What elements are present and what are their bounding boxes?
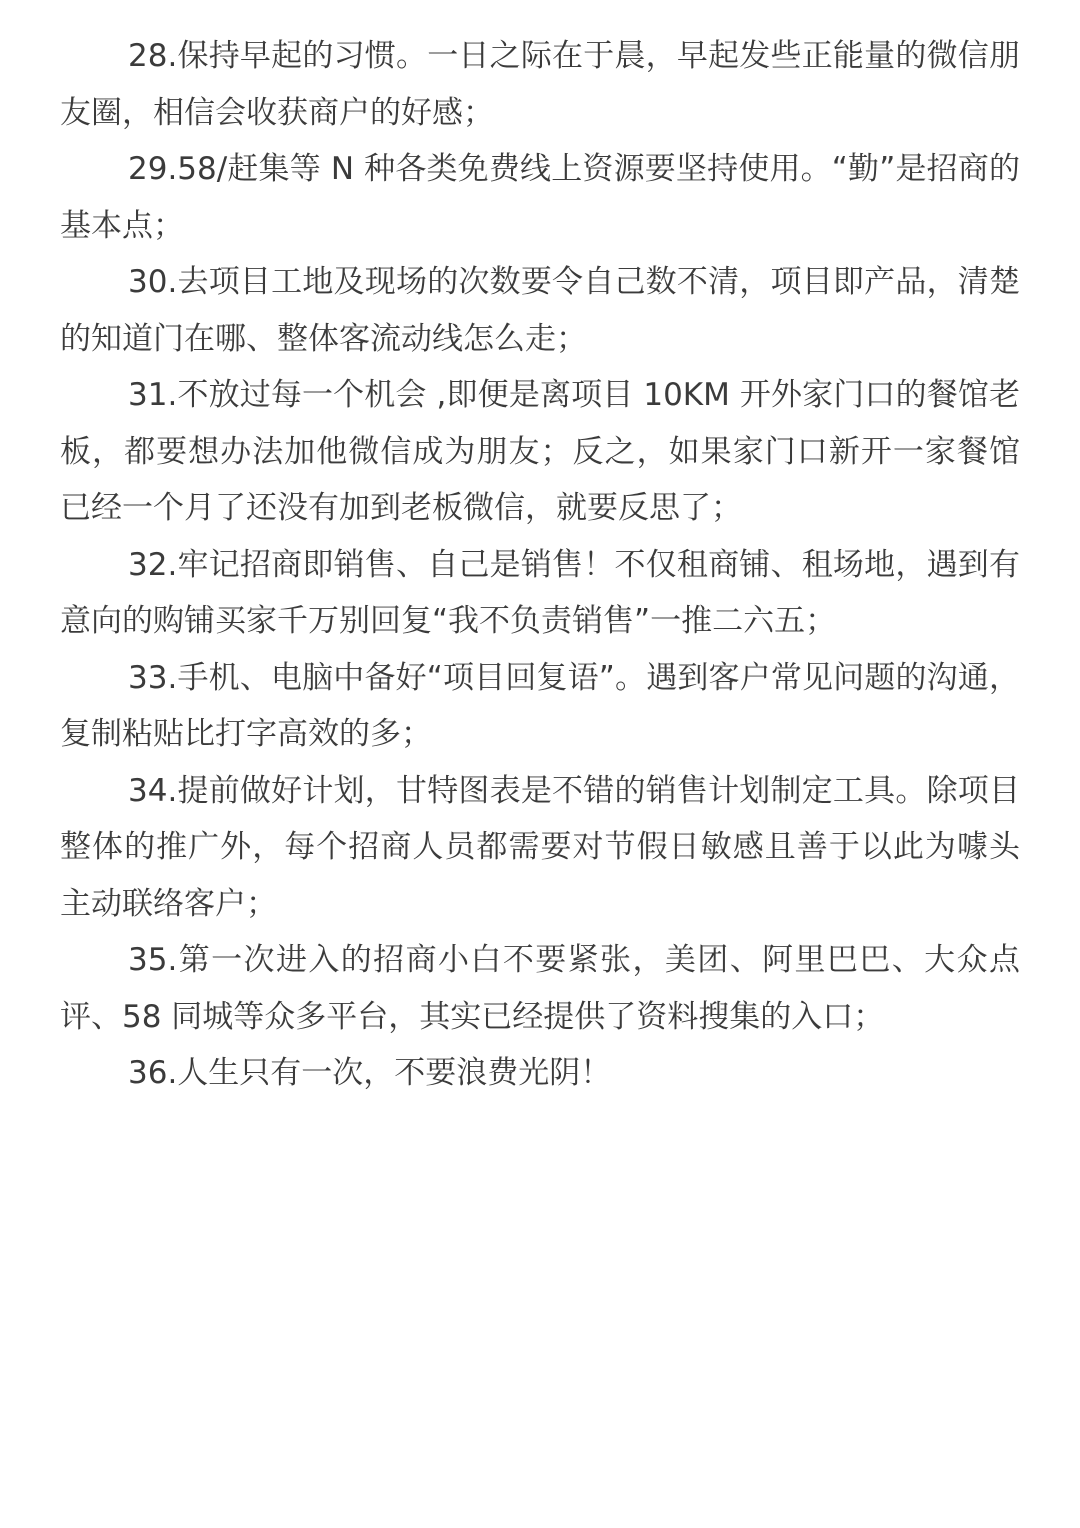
paragraph-30: 30.去项目工地及现场的次数要令自己数不清，项目即产品，清楚的知道门在哪、整体客流动线怎么走； [60,264,1020,357]
paragraph-31: 31.不放过每一个机会 ,即便是离项目 10KM 开外家门口的餐馆老板，都要想办法加他微信成为朋友；反之，如果家门口新开一家餐馆已经一个月了还没有加到老板微信，就要反思了； [60,377,1020,526]
paragraph-36: 36.人生只有一次，不要浪费光阴！ [128,1055,612,1091]
paragraph-35: 35.第一次进入的招商小白不要紧张，美团、阿里巴巴、大众点评、58 同城等众多平台，其实已经提供了资料搜集的入口； [60,942,1020,1035]
paragraph-34: 34.提前做好计划，甘特图表是不错的销售计划制定工具。除项目整体的推广外，每个招商人员都需要对节假日敏感且善于以此为噱头主动联络客户； [60,772,1020,922]
document-body [60,28,1020,1102]
paragraph-28: 28.保持早起的习惯。一日之际在于晨，早起发些正能量的微信朋友圈，相信会收获商户的好感； [60,38,1020,131]
paragraph-33: 33.手机、电脑中备好“项目回复语”。遇到客户常见问题的沟通，复制粘贴比打字高效的多； [60,659,1020,752]
paragraph-29: 29.58/赶集等 N 种各类免费线上资源要坚持使用。“勤”是招商的基本点； [60,151,1020,244]
paragraph-32: 32.牢记招商即销售、自己是销售！不仅租商铺、租场地，遇到有意向的购铺买家千万别回复“我不负责销售”一推二六五； [60,546,1020,639]
